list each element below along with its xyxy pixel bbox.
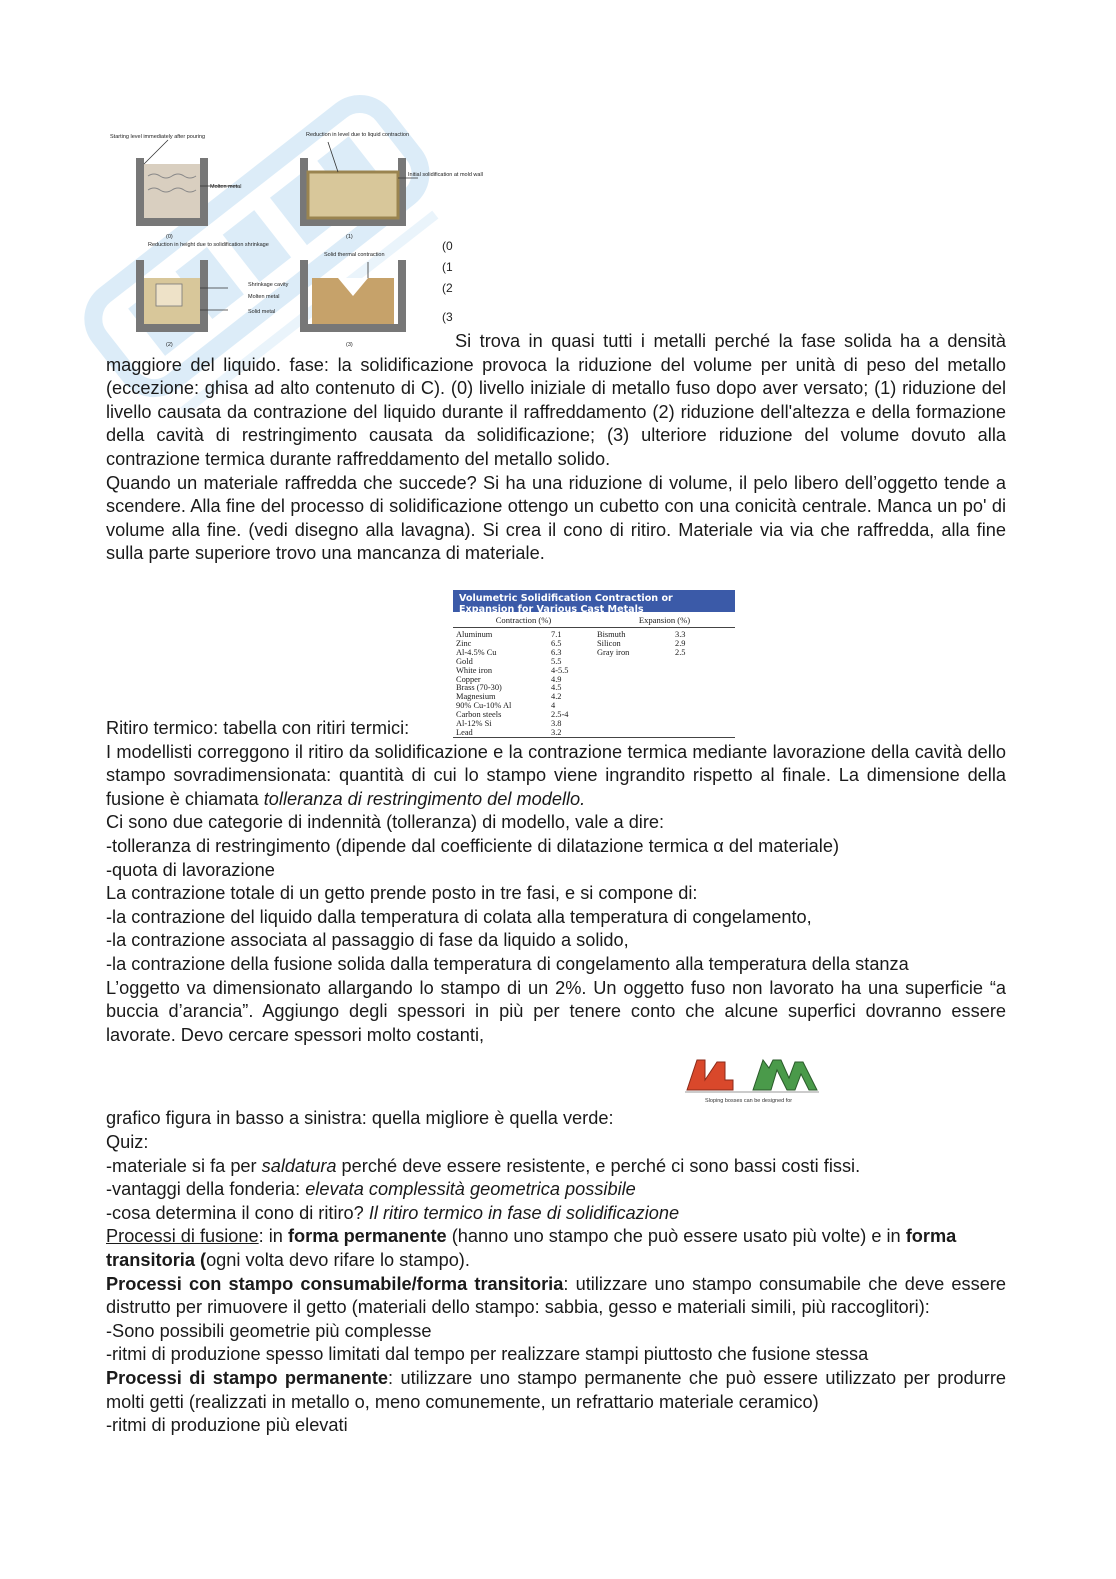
ritiro-label: Ritiro termico: tabella con ritiri termici:: [106, 718, 410, 738]
fig-label-7: Molten metal: [248, 294, 280, 300]
table-row: Carbon steels 2.5-4: [456, 710, 569, 720]
quiz-heading: Quiz:: [106, 1132, 149, 1152]
figure-side-labels: [442, 236, 462, 328]
inline-figure-caption: Sloping bosses can be designed for: [705, 1098, 793, 1104]
expansion-header: Expansion (%): [638, 615, 691, 625]
list-item: -tolleranza di restringimento (dipende dal coefficiente di dilatazione termica α del materiale): [106, 835, 840, 856]
side-label-3: (3: [442, 310, 453, 324]
table-title: [453, 590, 735, 615]
fig-label-0: Starting level immediately after pouring: [110, 134, 206, 140]
side-label-1: (1: [442, 260, 453, 274]
table-row: Gray iron 2.5: [597, 647, 686, 657]
fig-label-4: Reduction in height due to solidification shrinkage: [148, 242, 269, 248]
table-title-line1: Volumetric Solidification Contraction or: [459, 593, 673, 604]
solidification-contraction-table: [453, 590, 735, 738]
table-row: Al-12% Si 3.8: [456, 719, 562, 729]
paragraph-stampo-permanente: Processi di stampo permanente: utilizzare uno stampo permanente che può essere utilizzato per produrre molti getti (realizzati in metallo o, meno comunemente, un refrattario materiale ceramico): [106, 1367, 1006, 1412]
fig-label-3: Initial solidification at mold wall: [408, 172, 483, 178]
fig-label-2: Molten metal: [210, 184, 242, 190]
table-subheader: [453, 612, 735, 628]
list-item: -la contrazione della fusione solida dalla temperatura di congelamento alla temperatura della stanza: [106, 953, 909, 974]
paragraph-processi-fusione: Processi di fusione: in forma permanente (hanno uno stampo che può essere usato più volte) e in forma transitoria (ogni volta devo rifare lo stampo).: [106, 1226, 957, 1270]
table-row: Lead 3.2: [456, 727, 562, 737]
paragraph-grafico: [106, 1086, 1006, 1129]
table-row: Silicon 2.9: [597, 638, 686, 648]
table-row: White iron 4-5.5: [456, 665, 569, 675]
list-item: -ritmi di produzione spesso limitati dal tempo per realizzare stampi piuttosto che fusione stessa: [106, 1344, 869, 1365]
panel-number-3: (3): [346, 342, 353, 348]
list-item: -quota di lavorazione: [106, 859, 275, 880]
paragraph-cooling: Quando un materiale raffredda che succede? Si ha una riduzione di volume, il pelo libero dell’oggetto tende a scendere. Alla fine del processo di solidificazione ottengo un cubetto con una conicità centrale. Manca un po' di volume alla fine. (vedi disegno alla lavagna). Si crea il cono di ritiro. Materiale via via che raffredda, alla fine sulla parte superiore trovo una mancanza di materiale.: [106, 472, 1006, 564]
table-row: Al-4.5% Cu 6.3: [456, 647, 562, 657]
side-label-2: (2: [442, 281, 453, 295]
table-row: 90% Cu-10% Al 4: [456, 701, 556, 711]
panel-number-0: (0): [166, 234, 173, 240]
fig-label-8: Solid metal: [248, 309, 276, 315]
paragraph-categorie: Ci sono due categorie di indennità (tolleranza) di modello, vale a dire:: [106, 812, 665, 833]
list-item: -la contrazione associata al passaggio di fase da liquido a solido,: [106, 930, 629, 951]
paragraph-shrinkage: Si trova in quasi tutti i metalli perché la fase solida ha a densità maggiore del liquido. fase: la solidificazione provoca la riduzione del volume per unità di peso del metallo (eccezione: ghisa ad alto contenuto di C). (0) livello iniziale di metallo fuso dopo aver versato; (1) riduzione del livello causata da contrazione del liquido durante il raffreddamento (2) riduzione dell'altezza e della formazione della cavità di restringimento causata da solidificazione; (3) ulteriore riduzione del volume dovuto alla contrazione termica durante raffreddamento del metallo solido.: [106, 331, 1006, 469]
table-row: Brass (70-30) 4.5: [456, 683, 562, 693]
panel-1-drawing: [300, 142, 418, 226]
fig-label-1: Reduction in level due to liquid contraction: [306, 132, 410, 138]
paragraph-block-2: [106, 717, 1006, 1047]
quiz-item: -cosa determina il cono di ritiro? Il ritiro termico in fase di solidificazione: [106, 1202, 680, 1223]
panel-2-drawing: [136, 260, 228, 332]
list-item: -ritmi di produzione più elevati: [106, 1415, 348, 1436]
table-title-line2: Expansion for Various Cast Metals: [459, 604, 644, 615]
fig-label-6: Shrinkage cavity: [248, 282, 289, 288]
paragraph-block-1: [106, 330, 1006, 566]
table-row: Gold 5.5: [456, 656, 562, 666]
paragraph-contrazione: La contrazione totale di un getto prende posto in tre fasi, e si compone di:: [106, 883, 698, 904]
list-item: -la contrazione del liquido dalla temperatura di colata alla temperatura di congelamento,: [106, 906, 812, 927]
quiz-item: -materiale si fa per saldatura perché deve essere resistente, e perché ci sono bassi costi fissi.: [106, 1155, 861, 1176]
panel-3-drawing: [300, 260, 406, 332]
sloping-bosses-figure: [683, 1050, 823, 1112]
side-label-0: (0: [442, 239, 453, 253]
panel-number-2: (2): [166, 342, 173, 348]
table-row: Bismuth 3.3: [597, 630, 686, 639]
panel-number-1: (1): [346, 234, 353, 240]
paragraph-modellisti: I modellisti correggono il ritiro da solidificazione e la contrazione termica mediante lavorazione della cavità dello stampo sovradimensionata: quantità di cui lo stampo viene ingrandito rispetto al finale. La dimensione della fusione è chiamata tolleranza di restringimento del modello.: [106, 741, 1006, 809]
paragraph-stampo-consumabile: Processi con stampo consumabile/forma transitoria: utilizzare uno stampo consumabile che deve essere distrutto per rimuovere il getto (materiali dello stampo: sabbia, gesso e materiali simili, più raccoglitori):: [106, 1273, 1006, 1318]
table-row: Copper 4.9: [456, 674, 562, 684]
table-row: Aluminum 7.1: [456, 630, 562, 639]
shrinkage-stages-figure: [108, 128, 483, 350]
panel-0-drawing: [136, 140, 238, 226]
list-item: -Sono possibili geometrie più complesse: [106, 1320, 432, 1341]
fig-label-5: Solid thermal contraction: [324, 252, 385, 258]
grafico-text: grafico figura in basso a sinistra: quella migliore è quella verde:: [106, 1108, 614, 1129]
table-row: Magnesium 4.2: [456, 692, 562, 702]
contraction-header: Contraction (%): [495, 615, 552, 625]
term-tolleranza: tolleranza di restringimento del modello.: [263, 788, 586, 809]
quiz-item: -vantaggi della fonderia: elevata complessità geometrica possibile: [106, 1179, 636, 1200]
paragraph-oggetto: L’oggetto va dimensionato allargando lo stampo di un 2%. Un oggetto fuso non lavorato ha una superficie “a buccia d’arancia”. Aggiungo degli spessori in più per tenere conto che alcune superfici dovranno essere lavorate. Devo cercare spessori molto costanti,: [106, 977, 1006, 1045]
table-row: Zinc 6.5: [456, 638, 562, 648]
paragraph-block-3: [106, 1086, 1006, 1438]
